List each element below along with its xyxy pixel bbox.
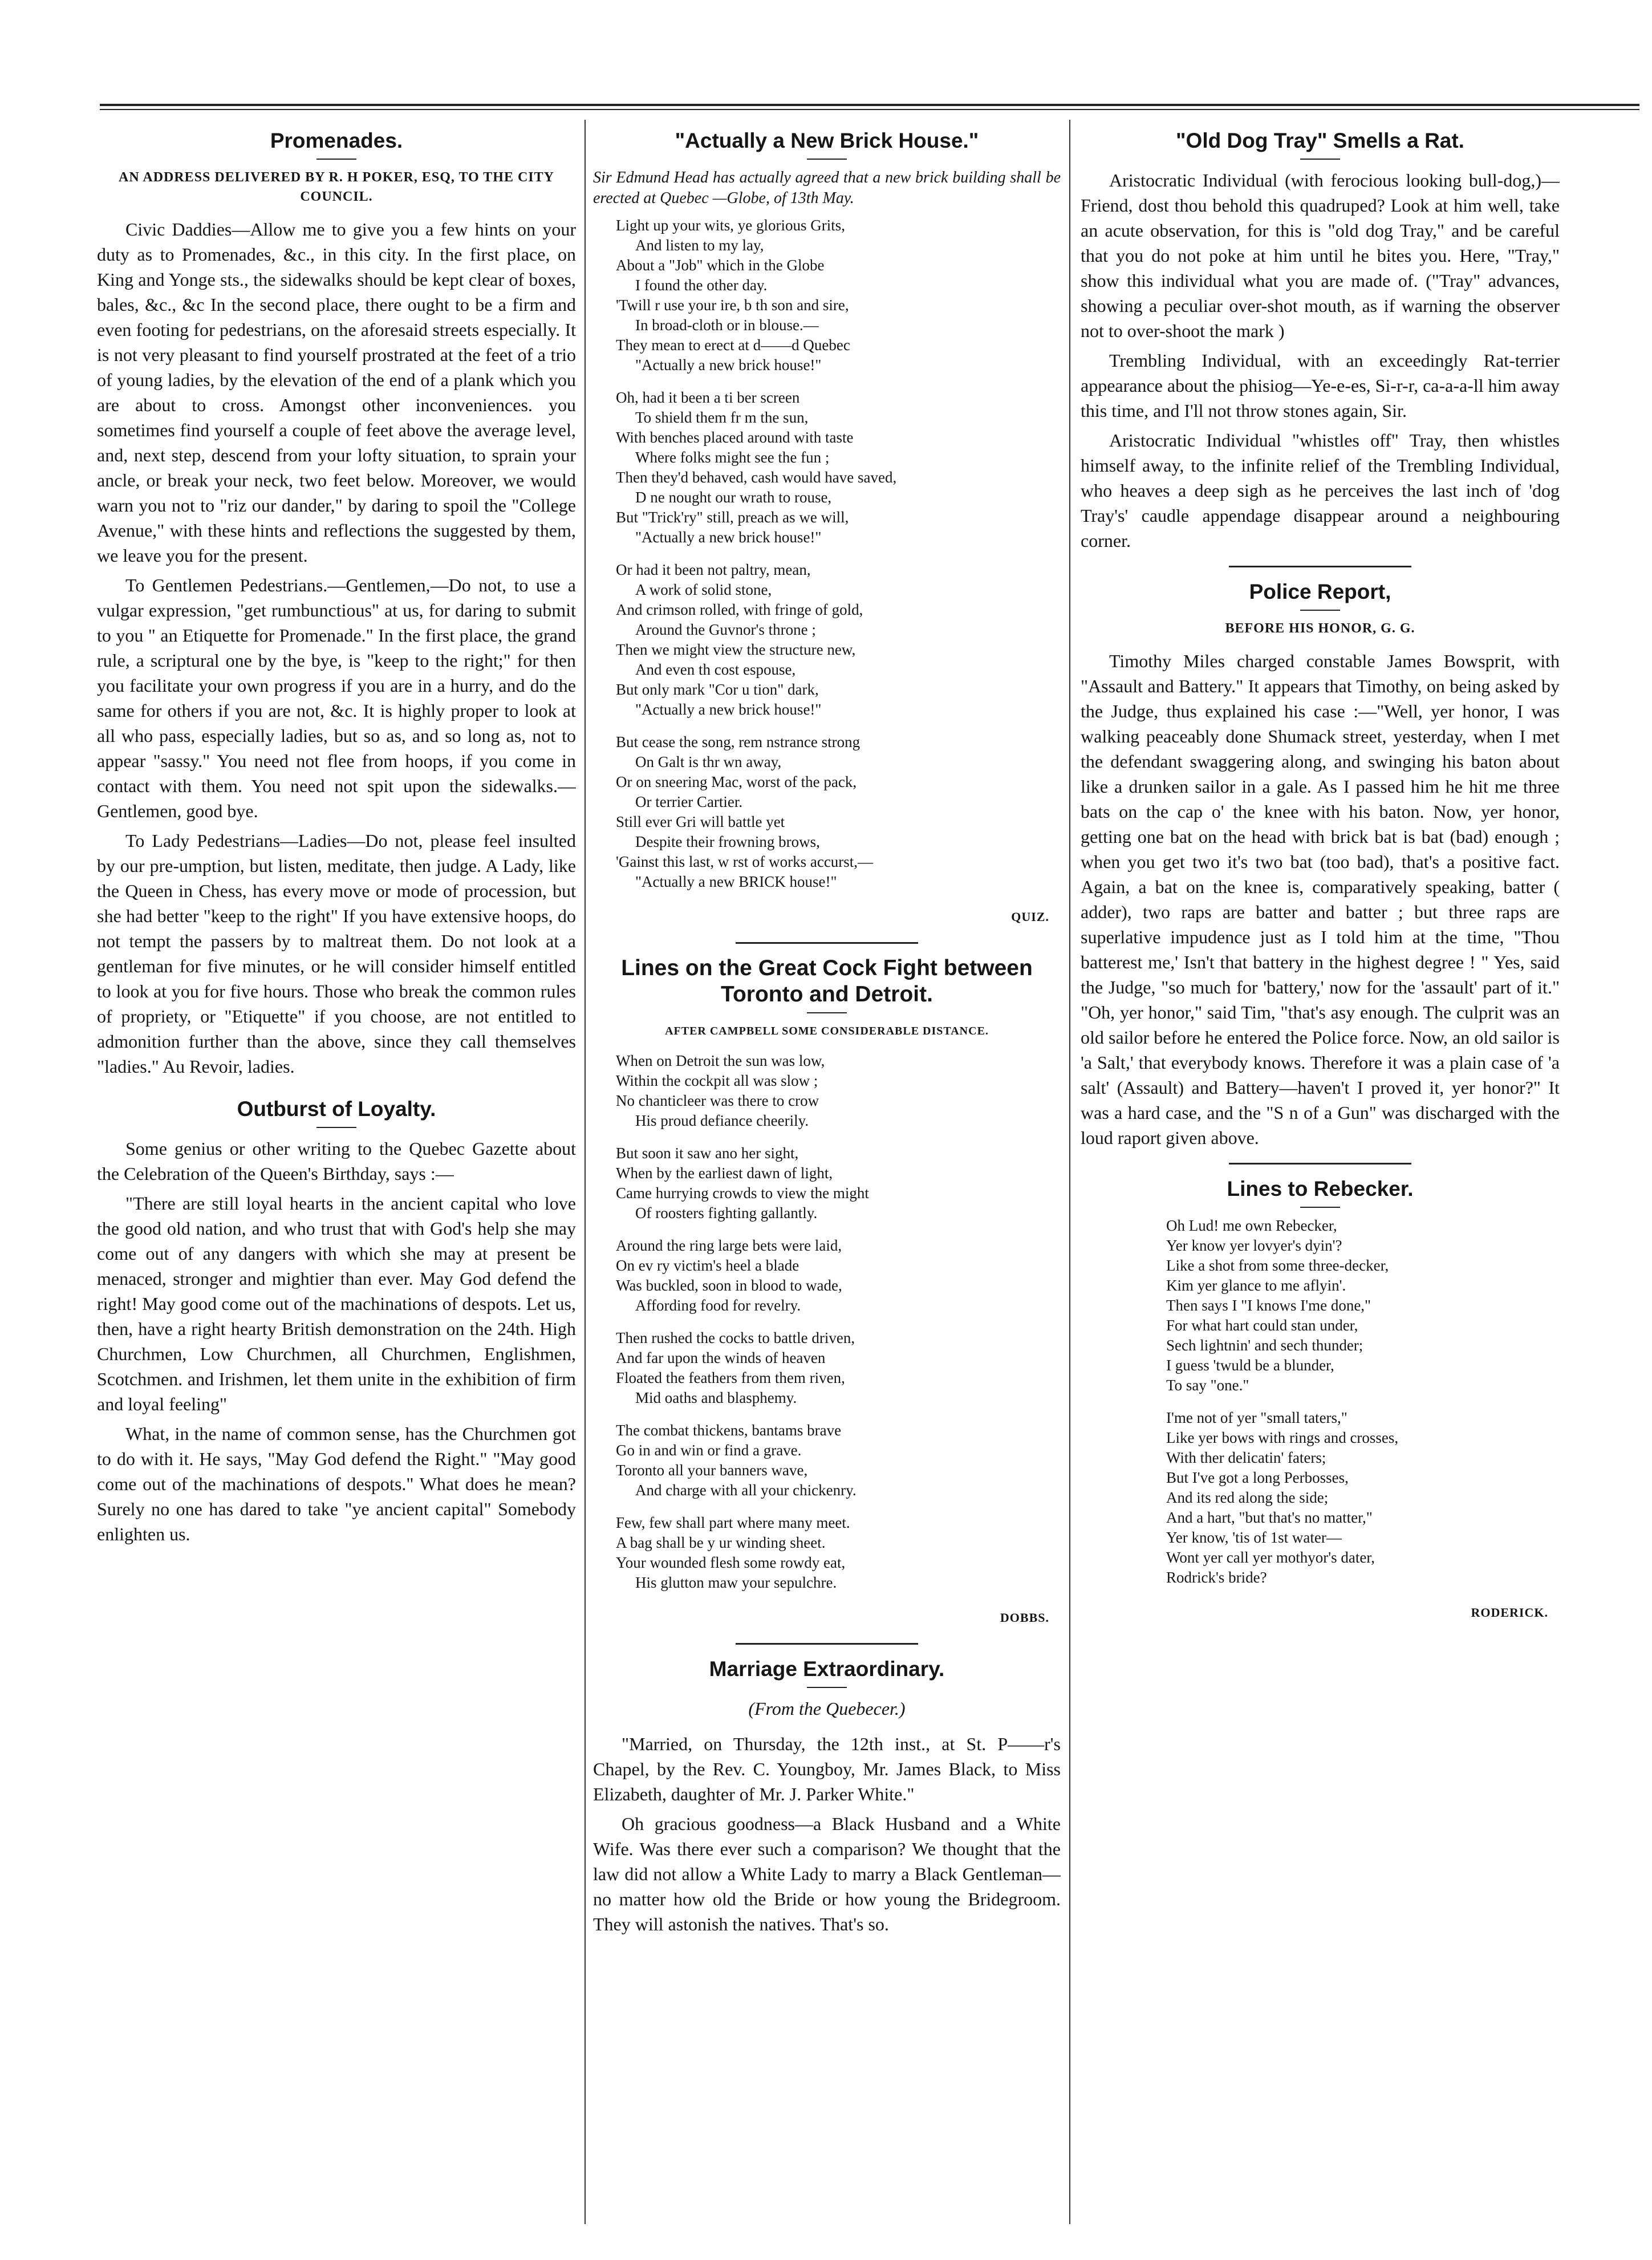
poem-line: I found the other day. — [635, 277, 768, 294]
poem-stanza — [616, 1051, 1061, 1131]
poem-line: Was buckled, soon in blood to wade, — [616, 1277, 842, 1294]
cockfight-signature: DOBBS. — [1000, 1610, 1049, 1625]
marriage-paragraph: "Married, on Thursday, the 12th inst., at St. P——r's Chapel, by the Rev. C. Youngboy, Mr. James Black, to Miss Elizabeth, daughter of Mr. J. Parker White." — [593, 1734, 1061, 1804]
rebecker-signature: RODERICK. — [1471, 1605, 1548, 1620]
poem-line: With ther delicatin' faters; — [1166, 1449, 1326, 1466]
promenades-title: Promenades. — [270, 129, 403, 152]
poem-stanza — [616, 1143, 1061, 1223]
poem-line: Of roosters fighting gallantly. — [635, 1204, 818, 1222]
poem-line: Then rushed the cocks to battle driven, — [616, 1329, 855, 1346]
title-dash — [1300, 1207, 1340, 1208]
poem-line: But "Trick'ry" still, preach as we will, — [616, 509, 849, 526]
poem-line: "Actually a new brick house!" — [635, 701, 822, 718]
loyalty-title: Outburst of Loyalty. — [237, 1097, 436, 1121]
dog-tray-paragraph: Trembling Individual, with an exceedingly Rat-terrier appearance about the phisiog—Ye-e-es, Si-r-r, ca-a-a-ll him away this time, and I'll not throw stones again, Sir. — [1081, 350, 1560, 421]
police-report-title: Police Report, — [1249, 580, 1391, 603]
poem-line: Still ever Gri will battle yet — [616, 813, 785, 830]
poem-line: 'Gainst this last, w rst of works accurst,— — [616, 853, 874, 870]
poem-line: And far upon the winds of heaven — [616, 1349, 826, 1366]
poem-line: "Actually a new brick house!" — [635, 356, 822, 374]
poem-line: "Actually a new BRICK house!" — [635, 873, 837, 890]
cockfight-poem — [616, 1051, 1061, 1593]
poem-line: But only mark "Cor u tion" dark, — [616, 681, 819, 698]
poem-line: A work of solid stone, — [635, 581, 772, 598]
poem-line: In broad-cloth or in blouse.— — [635, 317, 819, 334]
brick-house-title: "Actually a New Brick House." — [675, 129, 979, 152]
poem-stanza — [616, 1513, 1061, 1593]
title-dash — [807, 159, 847, 160]
rebecker-poem — [1166, 1216, 1560, 1588]
poem-line: A bag shall be y ur winding sheet. — [616, 1534, 826, 1551]
poem-stanza — [616, 1236, 1061, 1316]
poem-line: On Galt is thr wn away, — [635, 753, 782, 770]
poem-line: To shield them fr m the sun, — [635, 409, 809, 426]
poem-line: Oh Lud! me own Rebecker, — [1166, 1217, 1337, 1234]
dog-tray-paragraph: Aristocratic Individual "whistles off" Tray, then whistles himself away, to the infinite relief of the Trembling Individual, who heaves a deep sigh as he perceives the last inch of 'dog Tray's' caudle appendage disappear around a neighbouring corner. — [1081, 430, 1560, 551]
cockfight-title: Lines on the Great Cock Fight between Toronto and Detroit. — [621, 956, 1033, 1007]
poem-line: On ev ry victim's heel a blade — [616, 1257, 799, 1274]
poem-line: Came hurrying crowds to view the might — [616, 1184, 869, 1202]
poem-line: Affording food for revelry. — [635, 1297, 801, 1314]
brick-house-signature: QUIZ. — [1011, 910, 1049, 924]
column-2 — [593, 120, 1061, 2226]
poem-line: Few, few shall part where many meet. — [616, 1514, 850, 1531]
section-separator — [736, 942, 918, 944]
poem-line: But soon it saw ano her sight, — [616, 1145, 799, 1162]
rebecker-title: Lines to Rebecker. — [1227, 1177, 1414, 1200]
poem-line: For what hart could stan under, — [1166, 1317, 1358, 1334]
dog-tray-paragraph: Aristocratic Individual (with ferocious looking bull-dog,)—Friend, dost thou behold this quadruped? Look at him well, take an acute observation, for this is "old dog Tray," and be careful that you do not poke at him until he bites you. Here, "Tray," show this individual what you are made of. ("Tray" advances, showing a peculiar over-shot mouth, as if warning the observer not to over-shoot the mark ) — [1081, 170, 1560, 341]
promenades-paragraph: Civic Daddies—Allow me to give you a few hints on your duty as to Promenades, &c., in this city. In the first place, on King and Yonge sts., the sidewalks should be kept clear of boxes, bales, &c., &c In the second place, there ought to be a firm and even footing for pedestrians, on the aforesaid streets especially. It is not very pleasant to find yourself prostrated at the feet of a trio of young ladies, by the elevation of the end of a plank which you are about to cross. Amongst other inconveniences. you sometimes find yourself a couple of feet above the average level, and, next step, descend from your lofty situation, to sprain your ancle, or break your neck, two feet below. Moreover, we would warn you not to "riz our dander," by daring to spoil the "College Avenue," with these hints and reflections the suggested by them, we leave you for the present. — [97, 219, 576, 566]
top-rule — [100, 104, 1639, 110]
section-separator — [1229, 1163, 1411, 1165]
poem-stanza — [616, 732, 1061, 892]
loyalty-paragraph: Some genius or other writing to the Quebec Gazette about the Celebration of the Queen's Birthday, says :— — [97, 1138, 576, 1184]
title-dash — [316, 159, 356, 160]
poem-stanza — [616, 216, 1061, 375]
poem-line: With benches placed around with taste — [616, 429, 854, 446]
promenades-subhead: AN ADDRESS DELIVERED BY R. H POKER, ESQ, TO THE CITY COUNCIL. — [119, 170, 554, 204]
poem-line: But cease the song, rem nstrance strong — [616, 733, 860, 750]
poem-line: Mid oaths and blasphemy. — [635, 1389, 797, 1406]
poem-line: I'me not of yer "small taters," — [1166, 1409, 1347, 1426]
poem-line: Wont yer call yer mothyor's dater, — [1166, 1549, 1375, 1566]
poem-line: His glutton maw your sepulchre. — [635, 1574, 837, 1591]
column-divider — [585, 120, 586, 2224]
loyalty-paragraph: What, in the name of common sense, has the Churchmen got to do with it. He says, "May God defend the Right." "May good come out of the machinations of despots." What does he mean? Surely no one has dared to take "ye ancient capital" Somebody enlighten us. — [97, 1423, 576, 1544]
poem-line: I guess 'twuld be a blunder, — [1166, 1357, 1334, 1374]
poem-line: Yer know, 'tis of 1st water— — [1166, 1529, 1342, 1546]
poem-stanza — [1166, 1216, 1560, 1395]
poem-line: D ne nought our wrath to rouse, — [635, 489, 832, 506]
poem-line: His proud defiance cheerily. — [635, 1112, 809, 1129]
dog-tray-title: "Old Dog Tray" Smells a Rat. — [1176, 129, 1464, 152]
poem-line: Then says I "I knows I'me done," — [1166, 1297, 1371, 1314]
marriage-title: Marriage Extraordinary. — [709, 1657, 945, 1681]
poem-line: No chanticleer was there to crow — [616, 1092, 819, 1109]
poem-line: Kim yer glance to me aflyin'. — [1166, 1277, 1346, 1294]
poem-line: Then they'd behaved, cash would have saved, — [616, 469, 897, 486]
poem-stanza — [616, 1328, 1061, 1408]
cockfight-subhead: AFTER CAMPBELL SOME CONSIDERABLE DISTANCE. — [665, 1025, 989, 1037]
police-report-paragraph: Timothy Miles charged constable James Bowsprit, with "Assault and Battery." It appears that Timothy, on being asked by the Judge, thus explained his case :—"Well, yer honor, I was walking peaceably done Shumack street, yesterday, when I met the defendant swaggering along, and swinging his baton about like a drunken sailor in a gale. As I passed him he hit me three bats on the cap o' the knee with his baton. Now, yer honor, getting one bat on the head with brick bat is bat (bad) enough ; when you get two it's two bat (too bad), that's a positive fact. Again, a bat on the knee is, comparatively speaking, batter ( adder), two raps are batter and batter ; but three raps are superlative impudence just as I told him at the time, "Thou batterest me,' Isn't that battery in the highest degree ! " Yes, said the Judge, "so much for 'battery,' now for the 'assault' part of it." "Oh, yer honor," said Tim, "that's asy enough. The culprit was an old sailor before he entered the Police force. Now, an old sailor is 'a Salt,' that everybody knows. Therefore it was a plain case of 'a salt' (Assault) and Battery—haven't I proved it, yer honor?" It was a hard case, and the "S n of a Gun" was discharged with the loud raport given above. — [1081, 651, 1560, 1148]
poem-stanza — [616, 1421, 1061, 1500]
poem-line: To say "one." — [1166, 1377, 1249, 1394]
poem-line: Oh, had it been a ti ber screen — [616, 389, 800, 406]
poem-line: Or terrier Cartier. — [635, 793, 743, 810]
poem-line: And even th cost espouse, — [635, 661, 796, 678]
poem-line: Your wounded flesh some rowdy eat, — [616, 1554, 846, 1571]
title-dash — [807, 1012, 847, 1013]
poem-line: 'Twill r use your ire, b th son and sire, — [616, 297, 849, 314]
title-dash — [316, 1127, 356, 1128]
poem-line: Where folks might see the fun ; — [635, 449, 830, 466]
promenades-paragraph: To Gentlemen Pedestrians.—Gentlemen,—Do not, to use a vulgar expression, "get rumbunctious" at us, for daring to submit to you " an Etiquette for Promenade." In the first place, the grand rule, a scriptural one by the bye, is "keep to the right;" for then you facilitate your own progress if you are in a hurry, and do the same for others if you are not, &c. It is highly proper to look at all who pass, especially ladies, but so as, and so long as, not to appear "sassy." You need not flee from hoops, if you come in contact with them. You need not spit upon the sidewalks.—Gentlemen, good bye. — [97, 575, 576, 821]
police-report-subhead: BEFORE HIS HONOR, G. G. — [1225, 621, 1415, 636]
poem-line: Despite their frowning brows, — [635, 833, 820, 850]
column-3 — [1081, 120, 1560, 2226]
loyalty-paragraph: "There are still loyal hearts in the ancient capital who love the good old nation, and who trust that with God's help she may come out of any dangers with which she may at present be menaced, stronger and mightier than ever. May God defend the right! May good come out of the machinations of despots. Let us, then, have a right hearty British demonstration on the 24th. High Churchmen, Low Churchmen, all Churchmen, Englishmen, Scotchmen. and Irishmen, let them unite in the exhibition of firm and loyal feeling" — [97, 1193, 576, 1414]
poem-line: The combat thickens, bantams brave — [616, 1422, 842, 1439]
marriage-paragraph: Oh gracious goodness—a Black Husband and a White Wife. Was there ever such a comparison? We thought that the law did not allow a White Lady to marry a Black Gentleman—no matter how old the Bride or how young the Bridegroom. They will astonish the natives. That's so. — [593, 1813, 1061, 1934]
poem-line: Sech lightnin' and sech thunder; — [1166, 1337, 1363, 1354]
poem-line: Like a shot from some three-decker, — [1166, 1257, 1389, 1274]
title-dash — [1300, 159, 1340, 160]
poem-line: And crimson rolled, with fringe of gold, — [616, 601, 863, 618]
poem-stanza — [1166, 1408, 1560, 1588]
brick-house-poem — [616, 216, 1061, 892]
poem-line: Then we might view the structure new, — [616, 641, 856, 658]
poem-line: Or had it been not paltry, mean, — [616, 561, 811, 578]
poem-line: And charge with all your chickenry. — [635, 1482, 857, 1499]
poem-line: Toronto all your banners wave, — [616, 1462, 808, 1479]
brick-house-intro: Sir Edmund Head has actually agreed that a new brick building shall be erected at Quebec —Globe, of 13th May. — [593, 169, 1061, 207]
poem-line: Rodrick's bride? — [1166, 1569, 1267, 1586]
poem-line: And its red along the side; — [1166, 1489, 1329, 1506]
promenades-paragraph: To Lady Pedestrians—Ladies—Do not, please feel insulted by our pre-umption, but listen, meditate, then judge. A Lady, like the Queen in Chess, has every move or mode of procession, but she had better "keep to the right" If you have extensive hoops, do not tempt the passers by to maltreat them. Do not look at a gentleman for five minutes, or he will consider himself entitled to look at you for five hours. Those who break the common rules of propriety, or "Etiquette" if you choose, are not entitled to admonition further than the above, since they call themselves "ladies." Au Revoir, ladies. — [97, 830, 576, 1077]
marriage-source: (From the Quebecer.) — [748, 1698, 906, 1719]
column-divider — [1069, 120, 1070, 2224]
poem-line: About a "Job" which in the Globe — [616, 257, 825, 274]
poem-line: When by the earliest dawn of light, — [616, 1165, 833, 1182]
poem-line: Floated the feathers from them riven, — [616, 1369, 845, 1386]
poem-line: They mean to erect at d——d Quebec — [616, 336, 850, 354]
poem-line: Within the cockpit all was slow ; — [616, 1072, 818, 1089]
section-separator — [1229, 566, 1411, 567]
poem-line: Light up your wits, ye glorious Grits, — [616, 217, 845, 234]
poem-line: Around the Guvnor's throne ; — [635, 621, 816, 638]
poem-line: Or on sneering Mac, worst of the pack, — [616, 773, 857, 790]
poem-line: And listen to my lay, — [635, 237, 764, 254]
title-dash — [807, 1687, 847, 1688]
poem-line: "Actually a new brick house!" — [635, 529, 822, 546]
poem-stanza — [616, 560, 1061, 720]
poem-line: When on Detroit the sun was low, — [616, 1052, 825, 1069]
poem-line: Like yer bows with rings and crosses, — [1166, 1429, 1399, 1446]
poem-line: Go in and win or find a grave. — [616, 1442, 802, 1459]
poem-line: And a hart, "but that's no matter," — [1166, 1509, 1373, 1526]
poem-line: But I've got a long Perbosses, — [1166, 1469, 1349, 1486]
title-dash — [1300, 610, 1340, 611]
column-1 — [97, 120, 576, 2226]
poem-stanza — [616, 388, 1061, 547]
section-separator — [736, 1643, 918, 1645]
poem-line: Around the ring large bets were laid, — [616, 1237, 842, 1254]
poem-line: Yer know yer lovyer's dyin'? — [1166, 1237, 1342, 1254]
